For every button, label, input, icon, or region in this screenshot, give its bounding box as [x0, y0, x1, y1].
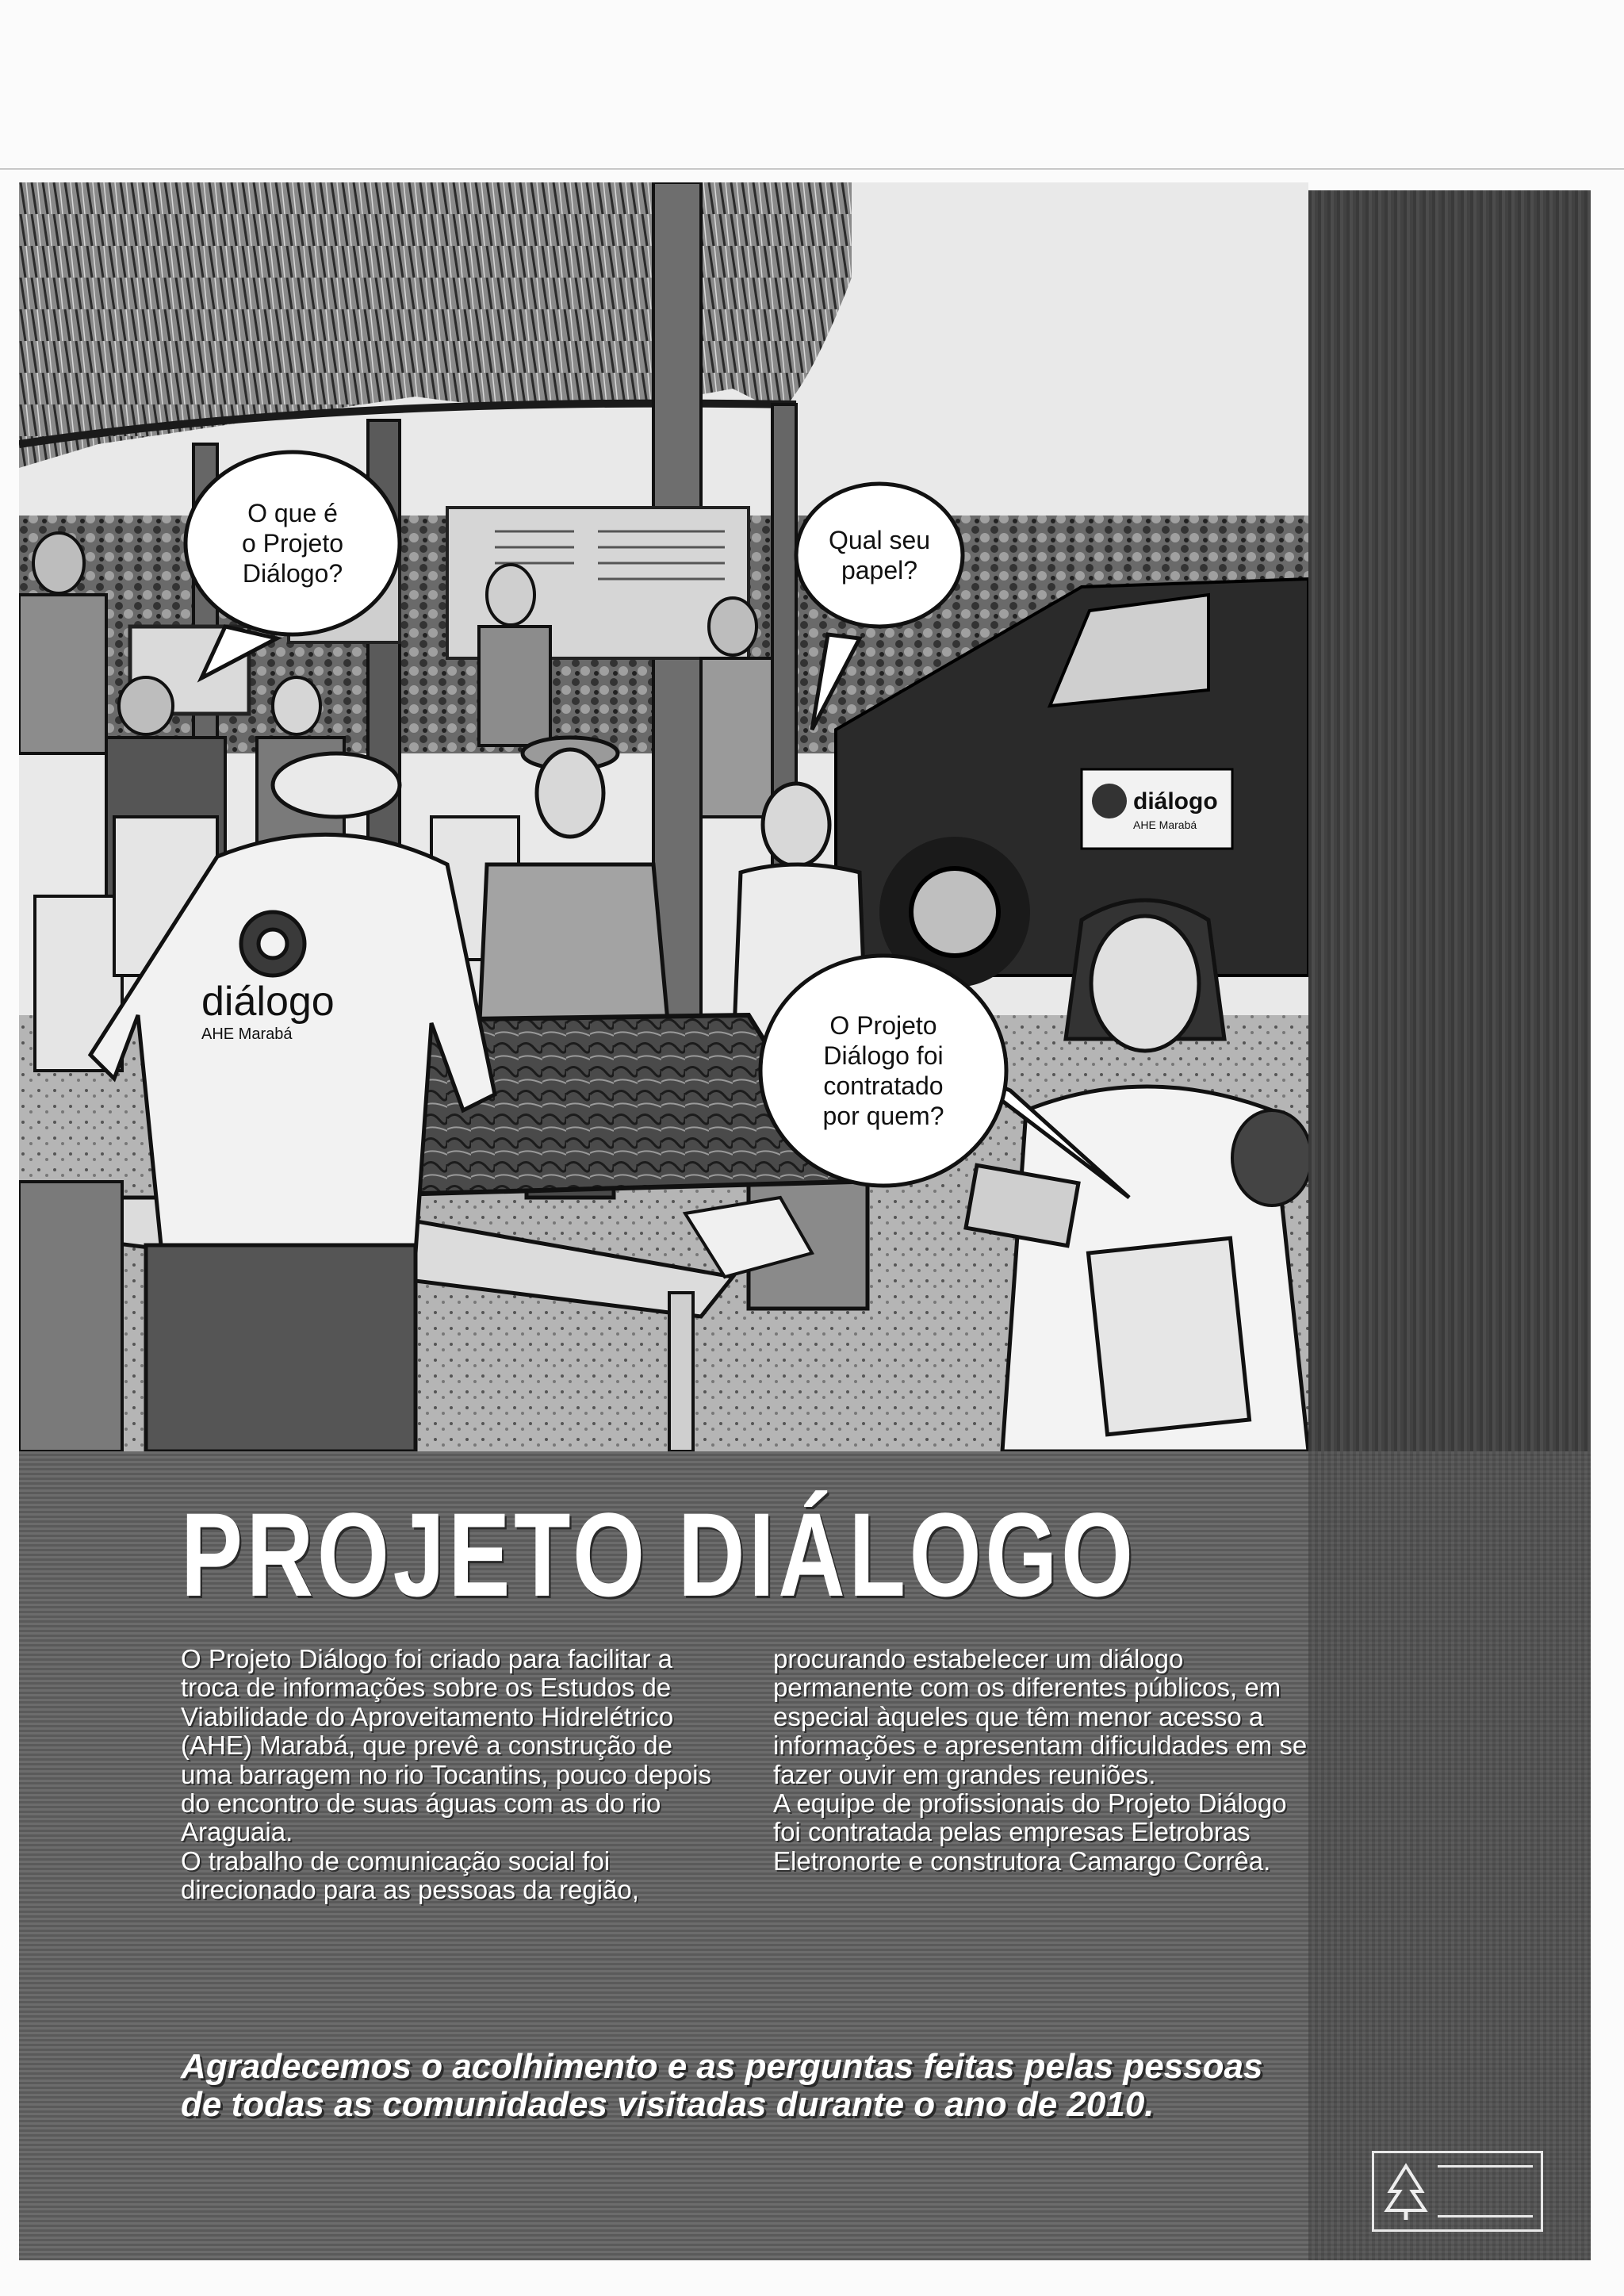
bubble-text-2: Qual seu papel?: [828, 526, 931, 585]
scan-edge-line: [0, 168, 1624, 170]
bubble-text-1: O que é o Projeto Diálogo?: [241, 499, 344, 588]
bubble-text-3: O Projeto Diálogo foi contratado por quem?: [822, 1011, 944, 1130]
body-column-left: [181, 1645, 728, 1905]
fsc-tree-icon: [1374, 2160, 1438, 2223]
body-paragraph: procurando estabelecer um diálogo permanente com os diferentes públicos, em especial àqueles que têm menor acesso a informações e apresentam dificuldades em se fazer ouvir em grandes reuniões.: [773, 1644, 1308, 1789]
shirt-sub: AHE Marabá: [201, 1025, 293, 1043]
shirt-brand: diálogo: [201, 979, 335, 1025]
page-title: PROJETO DIÁLOGO: [181, 1488, 1137, 1621]
body-column-right: [773, 1645, 1320, 1876]
truck-sub: AHE Marabá: [1133, 818, 1197, 831]
body-paragraph: O trabalho de comunicação social foi direcionado para as pessoas da região,: [181, 1846, 639, 1905]
illustration: [19, 182, 1308, 1451]
truck-brand: diálogo: [1133, 788, 1218, 815]
fsc-logo: [1372, 2151, 1543, 2232]
thanks-note: Agradecemos o acolhimento e as perguntas feitas pelas pessoas de todas as comunidades visitadas durante o ano de 2010.: [181, 2047, 1263, 2124]
body-paragraph: O Projeto Diálogo foi criado para facilitar a troca de informações sobre os Estudos de Viabilidade do Aproveitamento Hidrelétrico (AHE) Marabá, que prevê a construção de uma barragem no rio Tocantins, pouco depois do encontro de suas águas com as do rio Araguaia.: [181, 1644, 711, 1847]
dark-side-band-lower: [1308, 1451, 1591, 2260]
body-paragraph: A equipe de profissionais do Projeto Diálogo foi contratada pelas empresas Eletrobras Eletronorte e construtora Camargo Corrêa.: [773, 1788, 1287, 1876]
